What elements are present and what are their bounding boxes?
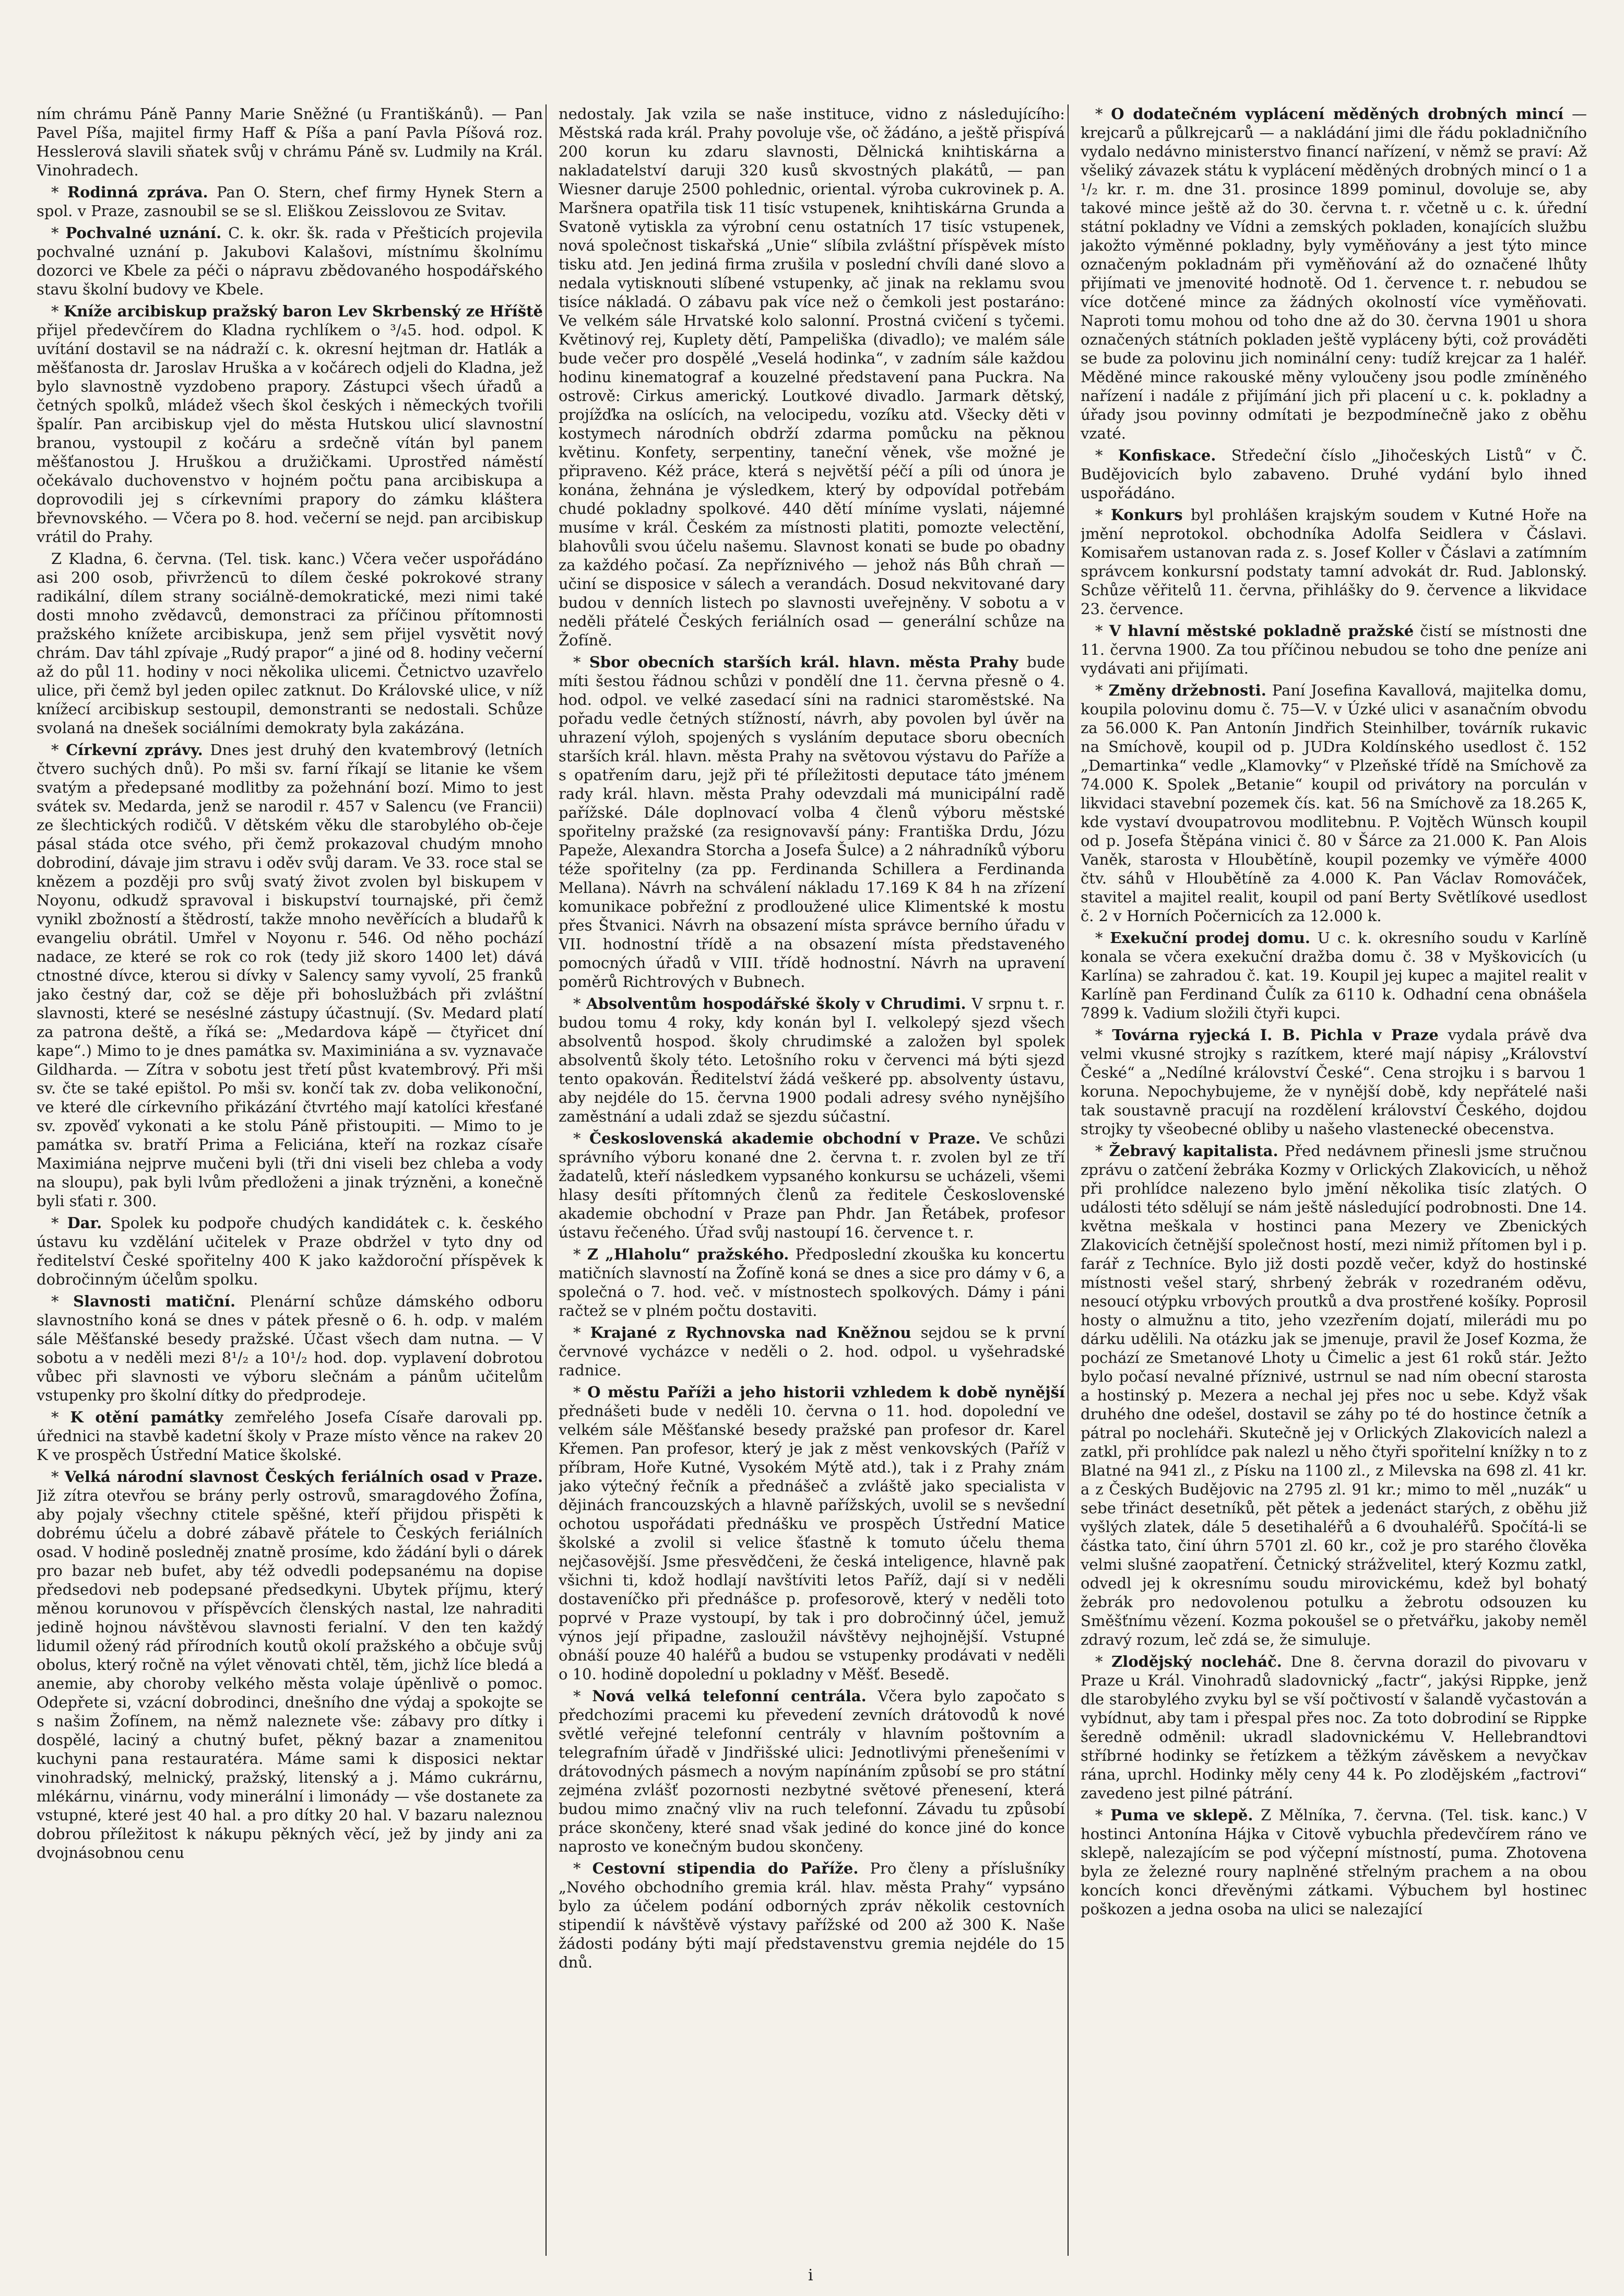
page-footer-mark: i: [808, 2266, 813, 2285]
article-text: U c. k. okresního soudu v Karlíně konala se včera exekuční dražba domu č. 38 v Myškovicích (u Karlína) se zahradou č. kat. 19. Koupil jej kupec a majitel realit v Karlíně pan Ferdinand Čulík za 6110 k. Odhadní cena obnášela 7899 k. Vadium složili čtyři kupci.: [1081, 929, 1587, 1022]
article-text: Pan O. Stern, chef firmy Hynek Stern a spol. v Praze, zasnoubil se se sl. Eliškou Zeisslovou ze Svitav.: [37, 183, 543, 220]
article-heading: Československá akademie obchodní v Praze.: [589, 1129, 981, 1147]
article-text: sejdou se k první červnové vycházce v neděli o 2. hod. odpol. u vyšehradské radnice.: [559, 1324, 1065, 1379]
article-text: Pro členy a příslušníky „Nového obchodního gremia král. hlav. města Prahy“ vypsáno bylo za účelem podání odborných zpráv několik cestovních stipendií k návštěvě výstavy pařížské od 200 až 300 K. Naše žádosti podány býti mají představenstvu gremia nejdéle do 15 dnů.: [559, 1859, 1065, 1971]
article-paragraph: * Pochvalné uznání. C. k. okr. šk. rada v Přešticích projevila pochvalné uznání p. Jakubovi Kalašovi, místnímu školnímu dozorci ve Kbele za péči o nápravu zbědovaného hospodářského stavu školní budovy ve Kbele.: [37, 224, 543, 298]
article-text: — krejcarů a půlkrejcarů — a nakládání jimi dle řádu pokladničního vydalo nedávno ministerstvo financí nařízení, v němž se praví: Až všeliký závazek státu k vyplácení měděných drobných mincí o 1 a ¹/₂ kr. r. m. dne 31. prosince 1899 pominul, dovoluje se, aby takové mince ještě až do 30. června t. r. včetně u c. k. úřední státní pokladny ve Vídni a zemských pokladen, konajících službu jakožto výměnné pokladny, byly vyměňovány a jest týto mince označeným pokladnám při vyměňování až do označené lhůty přijímati ve jmenovité hodnotě. Od 1. července t. r. nebudou se více dotčené mince za žádných okolností více vyměňovati. Naproti tomu mohou od toho dne až do 30. června 1901 u shora označených státních pokladen ještě vypláceny býti, což prováděti se bude za polovinu jich nominální ceny: tudíž krejcar za 1 haléř. Měděné mince rakouské měny vyloučeny jsou podle zmíněného nařízení i nadále z přijímání jich při placení u c. k. pokladny a úřady jsou povinny odmítati je bezpodmínečně jako z oběhu vzaté.: [1081, 105, 1587, 442]
article-text: zemřelého Josefa Císaře darovali pp. úřednici na stavbě kadetní školy v Praze místo věnce na rakev 20 K ve prospěch Ústřední Matice školské.: [37, 1408, 543, 1464]
article-paragraph: * Církevní zprávy. Dnes jest druhý den kvatembrový (letních čtvero suchých dnů). Po mši sv. farní říkají se litanie ke všem svatým a předepsané modlitby za požehnání bozí. Mimo to jest svátek sv. Medarda, jenž se narodil r. 457 v Salencu (ve Francii) ze šlechtických rodičů. V dětském věku dle starobylého ob-čeje pásal stáda otce svého, při čemž prokazoval chudým mnoho dobrodiní, dávaje jim stravu i oděv svůj daram. Ve 33. roce stal se knězem a později pro svůj svatý život zvolen byl biskupem v Noyonu, odkudž spravoval i biskupství tournajské, při čemž vynikl zbožností a štědrostí, takže mnoho nevěřících a bludařů k evangeliu obrátil. Umřel v Noyonu r. 546. Od něho pochází nadace, ze které se rok co rok (tedy již skoro 1400 let) dává ctnostné dívce, kterou si dívky v Salency samy vyvolí, 25 franků jako čestný dar, což se děje při bohoslužbách při zvláštní slavnosti, které se neséslné zástupy účastnují. (Sv. Medard platí za patrona deště, a říká se: „Medardova kápě — čtyřicet dní kape“.) Mimo to je dnes památka sv. Maximiniána a sv. vyznavače Gildharda. — Zítra v sobotu jest třetí půst kvatembrový. Při mši sv. čte se také epištol. Po mši sv. končí tak zv. doba velikonoční, ve které dle církevního přikázání čtvrtého mají katolíci křesťané sv. zpověď vykonati a ke stolu Páně přistoupiti. — Mimo to je památka sv. bratří Prima a Feliciána, kteří na rozkaz císaře Maximiána nejprve mučeni byli (tři dni viseli bez chleba a vody na sloupu), pak byli lvům předloženi a jinak trýzněni, a konečně byli sťati r. 300.: [37, 741, 543, 1210]
article-paragraph: * Krajané z Rychnovska nad Kněžnou sejdou se k první červnové vycházce v neděli o 2. hod. odpol. u vyšehradské radnice.: [559, 1324, 1065, 1379]
article-paragraph: * Žebravý kapitalista. Před nedávnem přinesli jsme stručnou zprávu o zatčení žebráka Kozmy v Orlických Zlakovicích, u něhož při prohlídce nalezeno bylo jmění několika tisíc zlatých. O události této sdělují se nám ještě následující podrobnosti. Dne 14. května meškala v hostinci pana Mezery ve Zbenických Zlakovicích četnější společnost hostí, mezi nimiž přítomen byl i p. farář z Techníce. Bylo již dosti pozdě večer, když do hostinské místnosti vešel starý, shrbený žebrák v rozedraném oděvu, nesoucí otýpku vrbových proutků a dva prostřené košíky. Poprosil hosty o almužnu a tito, jeho vzezřením dojatí, milerádi mu po dárku udělili. Na otázku jak se jmenuje, pravil že Josef Kozma, že pochází ze Smetanové Lhoty u Čimelic a jest 61 roků stár. Ježto bylo počasí nevalné příznivé, ustrnul se nad ním obecní starosta a hostinský p. Mezera a nechal jej přes noc u sebe. Když však druhého dne odešel, dostavil se záhy po té do hostince četník a pátral po nocleháři. Skutečně jej v Orlických Zlakovicích nalezl a zatkl, při prohlídce pak nalezl u něho čtyři spořitelní knížky n to z Blatné na 941 zl., z Písku na 1100 zl., z Milevska na 698 zl. 41 kr. a z Českých Budějovic na 2795 zl. 91 kr.; mimo to měl „nuzák“ u sebe třináct desetníků, pět pětek a jedenáct starých, z oběhu již vyšlých zlatek, dále 5 desetihaléřů a 6 dvouhaléřů. Spočítá-li se částka tato, činí úhrn 5701 zl. 60 kr., což je pro starého člověka velmi slušné zaopatření. Četnický strážvelitel, který Kozmu zatkl, odvedl jej k okresnímu soudu mirovickému, kdež byl bohatý žebrák pro nedovolenou potulku a žebrotu odsouzen ku Směšťnímu vězení. Kozma pokoušel se o přetvářku, jakoby neměl zdravý rozum, leč zdá se, že simuluje.: [1081, 1142, 1587, 1649]
article-heading: Krajané z Rychnovska nad Kněžnou: [590, 1324, 911, 1341]
article-heading: Žebravý kapitalista.: [1109, 1142, 1278, 1160]
article-paragraph: * Cestovní stipendia do Paříže. Pro členy a příslušníky „Nového obchodního gremia král. hlav. města Prahy“ vypsáno bylo za účelem podání odborných zpráv několik cestovních stipendií k návštěvě výstavy pařížské od 200 až 300 K. Naše žádosti podány býti mají představenstvu gremia nejdéle do 15 dnů.: [559, 1859, 1065, 1971]
article-heading: Pochvalné uznání.: [65, 224, 222, 242]
article-paragraph: * Velká národní slavnost Českých feriálních osad v Praze. Již zítra otevřou se brány perly ostrovů, smaragdového Žofína, aby pojaly všechny ctitele spěšné, kteří přijdou přispěti k dobrému účelu a dobré zábavě přátele to Českých feriálních osad. V hodině posledněj znatně prosíme, kdo žádání byli o dárek pro bazar neb bufet, aby též odvedli podepsanému na dopise předsedovi neb podepsané předsedkyni. Ubytek příjmu, který měnou korunovou v příspěvcích členských nastal, lze nahraditi jedině hojnou návštěvou slavnosti ferialní. V den ten každý lidumil ožený rád přírodních koutů okolí pražského a občuje svůj obolus, který ročně na výlet věnovati chtěl, těm, jichž líce bledá a anemie, aby choroby velkého města volaje úpěnlivě o pomoc. Odepřete si, vzácní dobrodinci, dnešního dne výdaj a spokojte se s našim Žofínem, na němž naleznete vše: zábavy pro dítky i dospělé, laciný a chutný bufet, pěkný bazar a znamenitou kuchyni pana restauratéra. Máme sami k disposici nektar vinohradský, melnický, pražský, litenský a j. Mámo cukrárnu, mlékárnu, vinárnu, vody minerální i limonády — vše dostanete za vstupné, které jest 40 hal. a pro dítky 20 hal. V bazaru naleznou dobrou příležitost k nákupu pěkných věcí, jež by jindy ani za dvojnásobnou cenu: [37, 1468, 543, 1862]
article-paragraph: * K otění památky zemřelého Josefa Císaře darovali pp. úřednici na stavbě kadetní školy v Praze místo věnce na rakev 20 K ve prospěch Ústřední Matice školské.: [37, 1408, 543, 1464]
article-heading: Exekuční prodej domu.: [1110, 929, 1310, 947]
article-heading: Kníže arcibiskup pražský baron Lev Skrbenský ze Hříště: [64, 302, 543, 320]
article-heading: Změny držebnosti.: [1108, 681, 1266, 699]
article-heading: Absolventům hospodářské školy v Chrudimi.: [586, 995, 966, 1012]
article-heading: Dar.: [67, 1214, 102, 1232]
article-text: Předposlední zkouška ku koncertu matičních slavností na Žofíně koná se dnes a sice pro dámy v 6, a společná o 7. hod. več. v místnostech spolkových. Dámy i páni račtež se v plném počtu dostaviti.: [559, 1245, 1065, 1320]
article-paragraph: * Změny držebnosti. Paní Josefina Kavallová, majitelka domu, koupila polovinu domu č. 75—V. v Úzké ulici v asanačním obvodu za 56.000 K. Pan Antonín Jindřich Steinhilber, továrník rukavic na Smíchově, koupil od p. JUDra Koldínského usedlost č. 152 „Demartinka“ vedle „Klamovky“ v Plzeňské třídě na Smíchově za 74.000 K. Spolek „Betanie“ koupil od privátory na porculán v likvidaci stavební pozemek čís. kat. 56 na Smíchově za 18.265 K, kde vystaví dvoupatrovou modlitebnu. P. Vojtěch Wünsch koupil od p. Josefa Štěpána vinici č. 80 v Šárce za 21.000 K. Pan Alois Vaněk, starosta v Hloubětíně, koupil pozemky ve výměře 4000 čtv. sáhů v Hloubětíně za 4.000 K. Pan Václav Romováček, stavitel a majitel realit, koupil od paní Berty Světlíkové usedlost č. 2 v Horních Počernicích za 12.000 k.: [1081, 681, 1587, 925]
article-paragraph: * Konkurs byl prohlášen krajským soudem v Kutné Hoře na jmění neprotokol. obchodníka Adolfa Seidlera v Čáslavi. Komisařem ustanovan rada z. s. Josef Koller v Čáslavi a zatímním správcem konkursní podstaty tamní advokát dr. Rud. Jablonský. Schůze věřitelů 11. června, přihlášky do 9. července a likvidace 23. července.: [1081, 506, 1587, 618]
article-heading: V hlavní městské pokladně pražské: [1109, 622, 1414, 640]
article-paragraph: * Sbor obecních starších král. hlavn. města Prahy bude míti šestou řádnou schůzi v pondělí dne 11. června přesně o 4. hod. odpol. ve velké zasedací síni na radnici staroměstské. Na pořadu vedle četných stížností, návrh, aby povolen byl úvěr na uhrazení výloh, spojených s vysláním deputace sboru obecních starších král. hlavn. města Prahy na světovou výstavu do Paříže a s opatřením daru, jejž při té příležitosti deputace táto jménem rady král. hlavn. města Prahy odevzdali má municipální radě pařížské. Dále doplnovací volba 4 členů výboru městské spořitelny pražské (za resignovavší pány: Františka Drdu, Józu Papeže, Alexandra Storcha a Josefa Šulce) a 2 náhradníků výboru téže spořitelny (za pp. Ferdinanda Schillera a Ferdinanda Mellana). Návrh na schválení nákladu 17.169 K 84 h na zřízení komunikace pobřežní z prodloužené ulice Klimentské k mostu přes Štvanici. Návrh na obsazení místa správce berního úřadu v VII. hodnostní třídě a na obsazení místa představeného pomocných úřadů v VIII. třídě hodnostní. Návrh na upravení poměrů Richtrových v Bubnech.: [559, 653, 1065, 991]
article-text: Středeční číslo „Jihočeských Listů“ v Č. Budějovicích bylo zabaveno. Druhé vydání bylo ihned uspořádáno.: [1081, 446, 1587, 502]
article-text: nedostaly. Jak vzila se naše instituce, vidno z následujícího: Městská rada král. Prahy povoluje vše, oč žádáno, a ještě přispívá 200 korun ku zdaru slavnosti, Dělnická knihtiskárna a nakladatelství daruji 320 kusů skvostných plakátů, — pan Wiesner daruje 2500 pohlednic, oriental. výroba cukrovinek p. A. Maršnera opatřila tisk 11 tisíc vstupenek, knihtiskárna Grunda a Svatoně vytiskla za výrobní cenu ostatních 17 tisíc vstupenek, nová společnost tiskařská „Unie“ slíbila zvláštní příspěvek místo tisku atd. Jen jediná firma zrušila v poslední chvíli dané slovo a nedala vytisknouti slíbené vstupenky, ač jinak na reklamu svou tisíce nákladá. O zábavu pak více než o čemkoli jest postaráno: Ve velkém sále Hrvatské kolo salonní. Prostná cvičení s tyčemi. Květinový rej, Kuplety dětí, Pampeliška (divadlo); ve malém sále bude večer pro dospělé „Veselá hodinka“, v zadním sále každou hodinu kinematograf a kouzelné představení pana Puckra. Na ostrově: Cirkus americký. Loutkové divadlo. Jarmark dětský, projížďka na oslících, na velocipedu, vozíku atd. Všecky děti v kostymech národních obdrží zdarma pomůcku na pěknou květinu. Konfety, serpentiny, taneční věnek, vše možné je připraveno. Kéž práce, která s největší péčí a píli od února je konána, žehnána je výsledkem, který by odpovídal potřebám chudé pokladny spolkové. 440 dětí míníme vyslati, nájemné musíme v král. Českém za místnosti platiti, pomozte velectění, blahovůli svou účelu našemu. Slavnost konati se bude po obadny za každého počasí. Za nepříznivého — jehož nás Bůh chraň — učiní se disposice v sálech a verandách. Dosud nekvitované dary budou v denních listech po slavnosti uveřejněny. V sobotu a v neděli přátelé Českých feriálních osad — generální schůze na Žofíně.: [559, 105, 1065, 649]
column-1: [37, 104, 543, 2256]
column-rule: [546, 104, 547, 2256]
column-3: [1081, 104, 1587, 2256]
article-heading: O dodatečném vyplácení měděných drobných mincí: [1111, 105, 1564, 123]
article-paragraph: * Továrna ryjecká I. B. Pichla v Praze vydala právě dva velmi vkusné strojky s razítkem, které mají nápisy „Království České“ a „Nedílné království České“. Cena strojku i s barvou 1 koruna. Nepochybujeme, že v nynější době, kdy nepřátelé naši tak soustavně pracují na rozdělení království Českého, dojdou strojky ty všeobecné obliby u našeho vlastenecké obecenstva.: [1081, 1026, 1587, 1138]
article-heading: Zlodějský nocleháč.: [1111, 1653, 1282, 1670]
article-paragraph: * Zlodějský nocleháč. Dne 8. června dorazil do pivovaru v Praze u Král. Vinohradů sladovnický „factr“, jakýsi Rippke, jenž dle starobylého zvyku byl se vší počtivostí v šalandě vyčastován a vybídnut, aby tam i přespal přes noc. Za toto dobrodiní se Rippke šeredně odměnil: ukradl sladovnickému V. Hellebrandtovi stříbrné hodinky se řetízkem a těžkým závěskem a nevyčkav rána, uprchl. Hodinky měly ceny 44 k. Po zlodějském „factrovi“ zavedeno jest pilné pátrání.: [1081, 1653, 1587, 1802]
article-text: čistí se místnosti dne 11. června 1900. Za tou příčinou nebudou se toho dne peníze ani vydávati ani přijímati.: [1081, 622, 1587, 677]
article-text: C. k. okr. šk. rada v Přešticích projevila pochvalné uznání p. Jakubovi Kalašovi, místnímu školnímu dozorci ve Kbele za péči o nápravu zbědovaného hospodářského stavu školní budovy ve Kbele.: [37, 224, 543, 298]
article-paragraph: * Slavnosti matiční. Plenární schůze dámského odboru slavnostního koná se dnes v pátek přesně o 6. h. odp. v malém sále Měšťanské besedy pražské. Účast všech dam nutna. — V sobotu a v neděli mezi 8¹/₂ a 10¹/₂ hod. dop. vyplavení dobrotou vůbec při slavnosti ve výboru slečnám a pánům učitelům vstupenky pro školní dítky do předprodeje.: [37, 1292, 543, 1404]
article-text: Dnes jest druhý den kvatembrový (letních čtvero suchých dnů). Po mši sv. farní říkají se litanie ke všem svatým a předepsané modlitby za požehnání bozí. Mimo to jest svátek sv. Medarda, jenž se narodil r. 457 v Salencu (ve Francii) ze šlechtických rodičů. V dětském věku dle starobylého ob-čeje pásal stáda otce svého, při čemž prokazoval chudým mnoho dobrodiní, dávaje jim stravu i oděv svůj daram. Ve 33. roce stal se knězem a později pro svůj svatý život zvolen byl biskupem v Noyonu, odkudž spravoval i biskupství tournajské, při čemž vynikl zbožností a štědrostí, takže mnoho nevěřících a bludařů k evangeliu obrátil. Umřel v Noyonu r. 546. Od něho pochází nadace, ze které se rok co rok (tedy již skoro 1400 let) dává ctnostné dívce, kterou si dívky v Salency samy vyvolí, 25 franků jako čestný dar, což se děje při bohoslužbách při zvláštní slavnosti, které se neséslné zástupy účastnují. (Sv. Medard platí za patrona deště, a říká se: „Medardova kápě — čtyřicet dní kape“.) Mimo to je dnes památka sv. Maximiniána a sv. vyznavače Gildharda. — Zítra v sobotu jest třetí půst kvatembrový. Při mši sv. čte se také epištol. Po mši sv. končí tak zv. doba velikonoční, ve které dle církevního přikázání čtvrtého mají katolíci křesťané sv. zpověď vykonati a ke stolu Páně přistoupiti. — Mimo to je památka sv. bratří Prima a Feliciána, kteří na rozkaz císaře Maximiána nejprve mučeni byli (tři dni viseli bez chleba a vody na sloupu), pak byli lvům předloženi a jinak trýzněni, a konečně byli sťati r. 300.: [37, 741, 543, 1210]
article-text: Dne 8. června dorazil do pivovaru v Praze u Král. Vinohradů sladovnický „factr“, jakýsi Rippke, jenž dle starobylého zvyku byl se vší počtivostí v šalandě vyčastován a vybídnut, aby tam i přespal přes noc. Za toto dobrodiní se Rippke šeredně odměnil: ukradl sladovnickému V. Hellebrandtovi stříbrné hodinky se řetízkem a těžkým závěskem a nevyčkav rána, uprchl. Hodinky měly ceny 44 k. Po zlodějském „factrovi“ zavedeno jest pilné pátrání.: [1081, 1653, 1587, 1802]
article-paragraph: [37, 104, 543, 180]
article-text: Z Mělníka, 7. června. (Tel. tisk. kanc.) V hostinci Antonína Hájka v Citově vybuchla předevčírem ráno ve sklepě, nalezajícím se pod výčepní místností, puma. Zhotovena byla ze železné roury naplněné střelným prachem a na obou koncích konci dřevěnými zátkami. Výbuchem byl hostinec poškozen a jedna osoba na ulici se nalezající: [1081, 1806, 1587, 1918]
article-heading: Nová velká telefonní centrála.: [592, 1687, 867, 1705]
article-heading: Cestovní stipendia do Paříže.: [592, 1859, 859, 1877]
article-paragraph: [559, 104, 1065, 650]
article-heading: Sbor obecních starších král. hlavn. města Prahy: [589, 653, 1018, 671]
article-paragraph: * Konfiskace. Středeční číslo „Jihočeských Listů“ v Č. Budějovicích bylo zabaveno. Druhé vydání bylo ihned uspořádáno.: [1081, 446, 1587, 502]
article-paragraph: * Rodinná zpráva. Pan O. Stern, chef firmy Hynek Stern a spol. v Praze, zasnoubil se se sl. Eliškou Zeisslovou ze Svitav.: [37, 183, 543, 220]
article-paragraph: * O městu Paříži a jeho historii vzhledem k době nynější přednášeti bude v neděli 10. června o 11. hod. dopolední ve velkém sále Měšťanské besedy pražské pan profesor dr. Karel Křemen. Pan profesor, který je jak z měst venkovských (Paříž v příbram, Hoře Kutné, Vysokém Mýtě atd.), tak i z Prahy znám jako výtečný řečník a přednášeč a zvláště jako specialista v dějinách francouzských a hlavně pařížských, uvolil se s nevšední ochotou uspořádati přednášku ve prospěch Ústřední Matice školské a zvolil si velice šťastně k tomuto účelu thema nejčasovější. Jsme přesvědčeni, že česká inteligence, hlavně pak všichni ti, kdož hodlají navštíviti letos Paříž, dají si v neděli dostaveníčko při přednášce p. profesorově, který v neděli toto poprvé v Praze vystoupí, by tak i pro dobročinný účel, jemuž výnos její připadne, zasloužil návštěvy nejhojnější. Vstupné obnáší pouze 40 haléřů a budou se vstupenky prodávati v neděli o 10. hodině dopolední u pokladny v Měšť. Besedě.: [559, 1383, 1065, 1683]
column-2: [559, 104, 1065, 2256]
article-paragraph: * Nová velká telefonní centrála. Včera bylo započato s předchozími pracemi ku převedení zevních drátovodů k nové světlé veřejné telefonní centrály v hlavním poštovním a telegrafním úřadě v Jindřišské ulici: Jednotlivými přenešeními v drátovodných pásmech a novým napínáním způsobí se pro státní zejména zvlášť pozornosti nezbytné světové přenesení, která budou mimo značný vliv na ruch telefonní. Závadu tu způsobí práce skončeny, které snad však jediné do konce jiné do konce naprosto ve konečným budou skončeny.: [559, 1687, 1065, 1855]
article-paragraph: * Československá akademie obchodní v Praze. Ve schůzi správního výboru konané dne 2. června t. r. zvolen byl ze tří žadatelů, kteří následkem vypsaného konkursu se ucházeli, všemi hlasy desíti přítomných členů za ředitele Československé akademie obchodní v Praze pan Phdr. Jan Řetábek, profesor ústavu řečeného. Úřad svůj nastoupí 16. července t. r.: [559, 1129, 1065, 1241]
article-text: vydala právě dva velmi vkusné strojky s razítkem, které mají nápisy „Království České“ a „Nedílné království České“. Cena strojku i s barvou 1 koruna. Nepochybujeme, že v nynější době, kdy nepřátelé naši tak soustavně pracují na rozdělení království Českého, dojdou strojky ty všeobecné obliby u našeho vlastenecké obecenstva.: [1081, 1026, 1587, 1138]
article-paragraph: * Exekuční prodej domu. U c. k. okresního soudu v Karlíně konala se včera exekuční dražba domu č. 38 v Myškovicích (u Karlína) se zahradou č. kat. 19. Koupil jej kupec a majitel realit v Karlíně pan Ferdinand Čulík za 6110 k. Odhadní cena obnášela 7899 k. Vadium složili čtyři kupci.: [1081, 929, 1587, 1022]
column-rule: [1068, 104, 1069, 2256]
article-paragraph: * Dar. Spolek ku podpoře chudých kandidátek c. k. českého ústavu ku vzdělání učitelek v Praze obdržel v tyto dny od ředitelství České spořitelny 400 K jako každoroční příspěvek k dobročinným účelům spolku.: [37, 1214, 543, 1288]
article-text: V srpnu t. r. budou tomu 4 roky, kdy konán byl I. velkolepý sjezd všech absolventů hospod. školy chrudimské a založen byl spolek absolventů školy této. Letošního roku v červenci má býti sjezd tento opakován. Ředitelství žádá veškeré pp. absolventy ústavu, aby nejdéle do 15. června 1900 podali adresy svého nynějšího zaměstnání a udali zdaž se sjezdu súčastní.: [559, 995, 1065, 1125]
article-paragraph: * O dodatečném vyplácení měděných drobných mincí — krejcarů a půlkrejcarů — a nakládání jimi dle řádu pokladničního vydalo nedávno ministerstvo financí nařízení, v němž se praví: Až všeliký závazek státu k vyplácení měděných drobných mincí o 1 a ¹/₂ kr. r. m. dne 31. prosince 1899 pominul, dovoluje se, aby takové mince ještě až do 30. června t. r. včetně u c. k. úřední státní pokladny ve Vídni a zemských pokladen, konajících službu jakožto výměnné pokladny, byly vyměňovány a jest týto mince označeným pokladnám při vyměňování až do označené lhůty přijímati ve jmenovité hodnotě. Od 1. července t. r. nebudou se více dotčené mince za žádných okolností více vyměňovati. Naproti tomu mohou od toho dne až do 30. června 1901 u shora označených státních pokladen ještě vypláceny býti, což prováděti se bude za polovinu jich nominální ceny: tudíž krejcar za 1 haléř. Měděné mince rakouské měny vyloučeny jsou podle zmíněného nařízení i nadále z přijímání jich při placení u c. k. pokladny a úřady jsou povinny odmítati je bezpodmínečně jako z oběhu vzaté.: [1081, 105, 1587, 442]
article-text: přednášeti bude v neděli 10. června o 11. hod. dopolední ve velkém sále Měšťanské besedy pražské pan profesor dr. Karel Křemen. Pan profesor, který je jak z měst venkovských (Paříž v příbram, Hoře Kutné, Vysokém Mýtě atd.), tak i z Prahy znám jako výtečný řečník a přednášeč a zvláště jako specialista v dějinách francouzských a hlavně pařížských, uvolil se s nevšední ochotou uspořádati přednášku ve prospěch Ústřední Matice školské a zvolil si velice šťastně k tomuto účelu thema nejčasovější. Jsme přesvědčeni, že česká inteligence, hlavně pak všichni ti, kdož hodlají navštíviti letos Paříž, dají si v neděli dostaveníčko při přednášce p. profesorově, který v neděli toto poprvé v Praze vystoupí, by tak i pro dobročinný účel, jemuž výnos její připadne, zasloužil návštěvy nejhojnější. Vstupné obnáší pouze 40 haléřů a budou se vstupenky prodávati v neděli o 10. hodině dopolední u pokladny v Měšť. Besedě.: [559, 1402, 1065, 1683]
article-text: Ve schůzi správního výboru konané dne 2. června t. r. zvolen byl ze tří žadatelů, kteří následkem vypsaného konkursu se ucházeli, všemi hlasy desíti přítomných členů za ředitele Československé akademie obchodní v Praze pan Phdr. Jan Řetábek, profesor ústavu řečeného. Úřad svůj nastoupí 16. července t. r.: [559, 1129, 1065, 1241]
article-heading: Slavnosti matiční.: [73, 1292, 236, 1310]
article-text: Z Kladna, 6. června. (Tel. tisk. kanc.) Včera večer uspořádáno asi 200 osob, přivržencū to dílem české pokrokové strany radikální, dílem strany sociálně-demokratické, mezi nimi také dosti mnoho zvědavců, demonstraci za příčinou přítomnosti pražského knížete arcibiskupa, jenž sem přijel vysvětit nový chrám. Dav táhl zpívaje „Rudý prapor“ a jiné od 8. hodiny večerní až do půl 11. hodiny v noci několika ulicemi. Četnictvo uzavřelo ulice, při čemž byl jeden opilec zatknut. Do Královské ulice, v níž knížecí arcibiskup sestoupil, demonstranti se nedostali. Schůze svolaná na dnešek sociálními demokraty byla zakázána.: [37, 550, 543, 737]
article-text: Spolek ku podpoře chudých kandidátek c. k. českého ústavu ku vzdělání učitelek v Praze obdržel v tyto dny od ředitelství České spořitelny 400 K jako každoroční příspěvek k dobročinným účelům spolku.: [37, 1214, 543, 1288]
article-text: Včera bylo započato s předchozími pracemi ku převedení zevních drátovodů k nové světlé veřejné telefonní centrály v hlavním poštovním a telegrafním úřadě v Jindřišské ulici: Jednotlivými přenešeními v drátovodných pásmech a novým napínáním způsobí se pro státní zejména zvlášť pozornosti nezbytné světové přenesení, která budou mimo značný vliv na ruch telefonní. Závadu tu způsobí práce skončeny, které snad však jediné do konce jiné do konce naprosto ve konečným budou skončeny.: [559, 1687, 1065, 1855]
article-paragraph: * Puma ve sklepě. Z Mělníka, 7. června. (Tel. tisk. kanc.) V hostinci Antonína Hájka v Citově vybuchla předevčírem ráno ve sklepě, nalezajícím se pod výčepní místností, puma. Zhotovena byla ze železné roury naplněné střelným prachem a na obou koncích konci dřevěnými zátkami. Výbuchem byl hostinec poškozen a jedna osoba na ulici se nalezající: [1081, 1806, 1587, 1918]
article-text: Před nedávnem přinesli jsme stručnou zprávu o zatčení žebráka Kozmy v Orlických Zlakovicích, u něhož při prohlídce nalezeno bylo jmění několika tisíc zlatých. O události této sdělují se nám ještě následující podrobnosti. Dne 14. května meškala v hostinci pana Mezery ve Zbenických Zlakovicích četnější společnost hostí, mezi nimiž přítomen byl i p. farář z Techníce. Bylo již dosti pozdě večer, když do hostinské místnosti vešel starý, shrbený žebrák v rozedraném oděvu, nesoucí otýpku vrbových proutků a dva prostřené košíky. Poprosil hosty o almužnu a tito, jeho vzezřením dojatí, milerádi mu po dárku udělili. Na otázku jak se jmenuje, pravil že Josef Kozma, že pochází ze Smetanové Lhoty u Čimelic a jest 61 roků stár. Ježto bylo počasí nevalné příznivé, ustrnul se nad ním obecní starosta a hostinský p. Mezera a nechal jej přes noc u sebe. Když však druhého dne odešel, dostavil se záhy po té do hostince četník a pátral po nocleháři. Skutečně jej v Orlických Zlakovicích nalezl a zatkl, při prohlídce pak nalezl u něho čtyři spořitelní knížky n to z Blatné na 941 zl., z Písku na 1100 zl., z Milevska na 698 zl. 41 kr. a z Českých Budějovic na 2795 zl. 91 kr.; mimo to měl „nuzák“ u sebe třináct desetníků, pět pětek a jedenáct starých, z oběhu již vyšlých zlatek, dále 5 desetihaléřů a 6 dvouhaléřů. Spočítá-li se částka tato, činí úhrn 5701 zl. 60 kr., což je pro starého člověka velmi slušné zaopatření. Četnický strážvelitel, který Kozmu zatkl, odvedl jej k okresnímu soudu mirovickému, kdež byl bohatý žebrák pro nedovolenou potulku a žebrotu odsouzen ku Směšťnímu vězení. Kozma pokoušel se o přetvářku, jakoby neměl zdravý rozum, leč zdá se, že simuluje.: [1081, 1142, 1587, 1649]
article-text: Již zítra otevřou se brány perly ostrovů, smaragdového Žofína, aby pojaly všechny ctitele spěšné, kteří přijdou přispěti k dobrému účelu a dobré zábavě přátele to Českých feriálních osad. V hodině posledněj znatně prosíme, kdo žádání byli o dárek pro bazar neb bufet, aby též odvedli podepsanému na dopise předsedovi neb podepsané předsedkyni. Ubytek příjmu, který měnou korunovou v příspěvcích členských nastal, lze nahraditi jedině hojnou návštěvou slavnosti ferialní. V den ten každý lidumil ožený rád přírodních koutů okolí pražského a občuje svůj obolus, který ročně na výlet věnovati chtěl, těm, jichž líce bledá a anemie, aby choroby velkého města volaje úpěnlivě o pomoc. Odepřete si, vzácní dobrodinci, dnešního dne výdaj a spokojte se s našim Žofínem, na němž naleznete vše: zábavy pro dítky i dospělé, laciný a chutný bufet, pěkný bazar a znamenitou kuchyni pana restauratéra. Máme sami k disposici nektar vinohradský, melnický, pražský, litenský a j. Mámo cukrárnu, mlékárnu, vinárnu, vody minerální i limonády — vše dostanete za vstupné, které jest 40 hal. a pro dítky 20 hal. V bazaru naleznou dobrou příležitost k nákupu pěkných věcí, jež by jindy ani za dvojnásobnou cenu: [37, 1487, 543, 1862]
article-heading: Velká národní slavnost Českých feriálních osad v Praze.: [64, 1468, 543, 1486]
article-text: bude míti šestou řádnou schůzi v pondělí dne 11. června přesně o 4. hod. odpol. ve velké zasedací síni na radnici staroměstské. Na pořadu vedle četných stížností, návrh, aby povolen byl úvěr na uhrazení výloh, spojených s vysláním deputace sboru obecních starších král. hlavn. města Prahy na světovou výstavu do Paříže a s opatřením daru, jejž při té příležitosti deputace táto jménem rady král. hlavn. města Prahy odevzdali má municipální radě pařížské. Dále doplnovací volba 4 členů výboru městské spořitelny pražské (za resignovavší pány: Františka Drdu, Józu Papeže, Alexandra Storcha a Josefa Šulce) a 2 náhradníků výboru téže spořitelny (za pp. Ferdinanda Schillera a Ferdinanda Mellana). Návrh na schválení nákladu 17.169 K 84 h na zřízení komunikace pobřežní z prodloužené ulice Klimentské k mostu přes Štvanici. Návrh na obsazení místa správce berního úřadu v VII. hodnostní třídě a na obsazení místa představeného pomocných úřadů v VIII. třídě hodnostní. Návrh na upravení poměrů Richtrových v Bubnech.: [559, 653, 1065, 991]
article-text: Paní Josefina Kavallová, majitelka domu, koupila polovinu domu č. 75—V. v Úzké ulici v asanačním obvodu za 56.000 K. Pan Antonín Jindřich Steinhilber, továrník rukavic na Smíchově, koupil od p. JUDra Koldínského usedlost č. 152 „Demartinka“ vedle „Klamovky“ v Plzeňské třídě na Smíchově za 74.000 K. Spolek „Betanie“ koupil od privátory na porculán v likvidaci stavební pozemek čís. kat. 56 na Smíchově za 18.265 K, kde vystaví dvoupatrovou modlitebnu. P. Vojtěch Wünsch koupil od p. Josefa Štěpána vinici č. 80 v Šárce za 21.000 K. Pan Alois Vaněk, starosta v Hloubětíně, koupil pozemky ve výměře 4000 čtv. sáhů v Hloubětíně za 4.000 K. Pan Václav Romováček, stavitel a majitel realit, koupil od paní Berty Světlíkové usedlost č. 2 v Horních Počernicích za 12.000 k.: [1081, 681, 1587, 925]
article-text: byl prohlášen krajským soudem v Kutné Hoře na jmění neprotokol. obchodníka Adolfa Seidlera v Čáslavi. Komisařem ustanovan rada z. s. Josef Koller v Čáslavi a zatímním správcem konkursní podstaty tamní advokát dr. Rud. Jablonský. Schůze věřitelů 11. června, přihlášky do 9. července a likvidace 23. července.: [1081, 506, 1587, 618]
article-heading: Z „Hlaholu“ pražského.: [587, 1245, 789, 1263]
article-paragraph: [37, 549, 543, 737]
article-text: Plenární schůze dámského odboru slavnostního koná se dnes v pátek přesně o 6. h. odp. v malém sále Měšťanské besedy pražské. Účast všech dam nutna. — V sobotu a v neděli mezi 8¹/₂ a 10¹/₂ hod. dop. vyplavení dobrotou vůbec při slavnosti ve výboru slečnám a pánům učitelům vstupenky pro školní dítky do předprodeje.: [37, 1292, 543, 1404]
article-paragraph: * Z „Hlaholu“ pražského. Předposlední zkouška ku koncertu matičních slavností na Žofíně koná se dnes a sice pro dámy v 6, a společná o 7. hod. več. v místnostech spolkových. Dámy i páni račtež se v plném počtu dostaviti.: [559, 1245, 1065, 1320]
article-heading: O městu Paříži a jeho historii vzhledem k době nynější: [587, 1383, 1065, 1401]
article-text: přijel předevčírem do Kladna rychlíkem o ³/₄5. hod. odpol. K uvítání dostavil se na nádraží c. k. okresní hejtman dr. Hatlák a měšťanosta dr. Jaroslav Hruška a v kočárech odjeli do Kladna, jež bylo slavnostně vyzdobeno prapory. Zástupci všech úřadů a četných spolků, mládež všech škol českých i německých tvořili špalír. Pan arcibiskup vjel do města Hutskou ulicí slavnostní branou, vystoupil z kočáru a srdečně vítán byl panem měšťanostou J. Hruškou a družičkami. Uprostřed náměstí očekávalo duchovenstvo v hojném počtu pana arcibiskupa a doprovodili jej s církevními prapory do zámku kláštera břevnovského. — Včera po 8. hod. večerní se nejd. pan arcibiskup vrátil do Prahy.: [37, 321, 543, 546]
article-heading: Puma ve sklepě.: [1110, 1806, 1253, 1824]
article-paragraph: * Kníže arcibiskup pražský baron Lev Skrbenský ze Hříště přijel předevčírem do Kladna rychlíkem o ³/₄5. hod. odpol. K uvítání dostavil se na nádraží c. k. okresní hejtman dr. Hatlák a měšťanosta dr. Jaroslav Hruška a v kočárech odjeli do Kladna, jež bylo slavnostně vyzdobeno prapory. Zástupci všech úřadů a četných spolků, mládež všech škol českých i německých tvořili špalír. Pan arcibiskup vjel do města Hutskou ulicí slavnostní branou, vystoupil z kočáru a srdečně vítán byl panem měšťanostou J. Hruškou a družičkami. Uprostřed náměstí očekávalo duchovenstvo v hojném počtu pana arcibiskupa a doprovodili jej s církevními prapory do zámku kláštera břevnovského. — Včera po 8. hod. večerní se nejd. pan arcibiskup vrátil do Prahy.: [37, 302, 543, 546]
article-heading: Konkurs: [1110, 506, 1183, 524]
article-heading: Továrna ryjecká I. B. Pichla v Praze: [1112, 1026, 1439, 1044]
article-heading: Rodinná zpráva.: [67, 183, 208, 201]
article-paragraph: * V hlavní městské pokladně pražské čistí se místnosti dne 11. června 1900. Za tou příčinou nebudou se toho dne peníze ani vydávati ani přijímati.: [1081, 622, 1587, 677]
article-heading: Konfiskace.: [1118, 446, 1216, 464]
article-text: ním chrámu Páně Panny Marie Sněžné (u Františkánů). — Pan Pavel Píša, majitel firmy Haff & Píša a paní Pavla Píšová roz. Hesslerová slavili sňatek svůj v chrámu Páně sv. Ludmily na Král. Vinohradech.: [37, 105, 543, 179]
article-paragraph: * Absolventům hospodářské školy v Chrudimi. V srpnu t. r. budou tomu 4 roky, kdy konán byl I. velkolepý sjezd všech absolventů hospod. školy chrudimské a založen byl spolek absolventů školy této. Letošního roku v červenci má býti sjezd tento opakován. Ředitelství žádá veškeré pp. absolventy ústavu, aby nejdéle do 15. června 1900 podali adresy svého nynějšího zaměstnání a udali zdaž se sjezdu súčastní.: [559, 995, 1065, 1125]
article-heading: Církevní zprávy.: [66, 741, 203, 759]
article-heading: K otění památky: [70, 1408, 223, 1426]
newspaper-page: [37, 104, 1587, 2256]
